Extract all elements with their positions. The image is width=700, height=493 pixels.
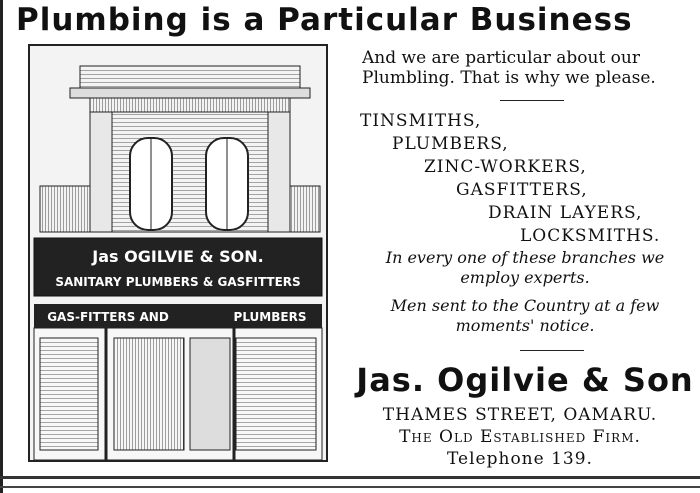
intro-line-2: Plumbling. That is why we please.	[362, 68, 656, 88]
country-note	[350, 296, 700, 336]
trade-item: ZINC-WORKERS,	[424, 157, 587, 177]
trade-item: GASFITTERS,	[456, 180, 588, 200]
established-line: The Old Established Firm.	[399, 427, 641, 447]
intro-text	[362, 48, 698, 88]
firm-name: Jas. Ogilvie & Son	[356, 361, 694, 399]
headline: Plumbing is a Particular Business	[16, 2, 633, 38]
trade-item: DRAIN LAYERS,	[488, 203, 643, 223]
left-border	[0, 0, 3, 493]
trade-item: PLUMBERS,	[392, 134, 509, 154]
experts-line-1: In every one of these branches we	[385, 248, 665, 267]
shop-sign-line2: SANITARY PLUMBERS & GASFITTERS	[55, 275, 301, 289]
telephone-line: Telephone 139.	[447, 449, 593, 469]
divider-1	[500, 100, 564, 101]
experts-note	[350, 248, 700, 288]
intro-line-1: And we are particular about our	[362, 48, 640, 68]
trades-list	[360, 110, 700, 248]
experts-line-2: employ experts.	[460, 268, 590, 287]
trade-item: TINSMITHS,	[360, 111, 482, 131]
fascia-left-text: GAS-FITTERS AND	[47, 310, 169, 324]
bottom-border	[0, 476, 700, 479]
street-address: THAMES STREET, OAMARU.	[382, 405, 658, 425]
trade-item: LOCKSMITHS.	[520, 226, 661, 246]
shop-sign-name: Jas OGILVIE & SON.	[92, 247, 264, 266]
fascia-right-text: PLUMBERS	[233, 310, 307, 324]
country-line-1: Men sent to the Country at a few	[390, 296, 660, 315]
bottom-border-2	[0, 486, 700, 488]
address-block	[340, 404, 700, 470]
divider-2	[520, 350, 584, 351]
shopfront-illustration	[28, 44, 328, 462]
country-line-2: moments' notice.	[455, 316, 595, 335]
